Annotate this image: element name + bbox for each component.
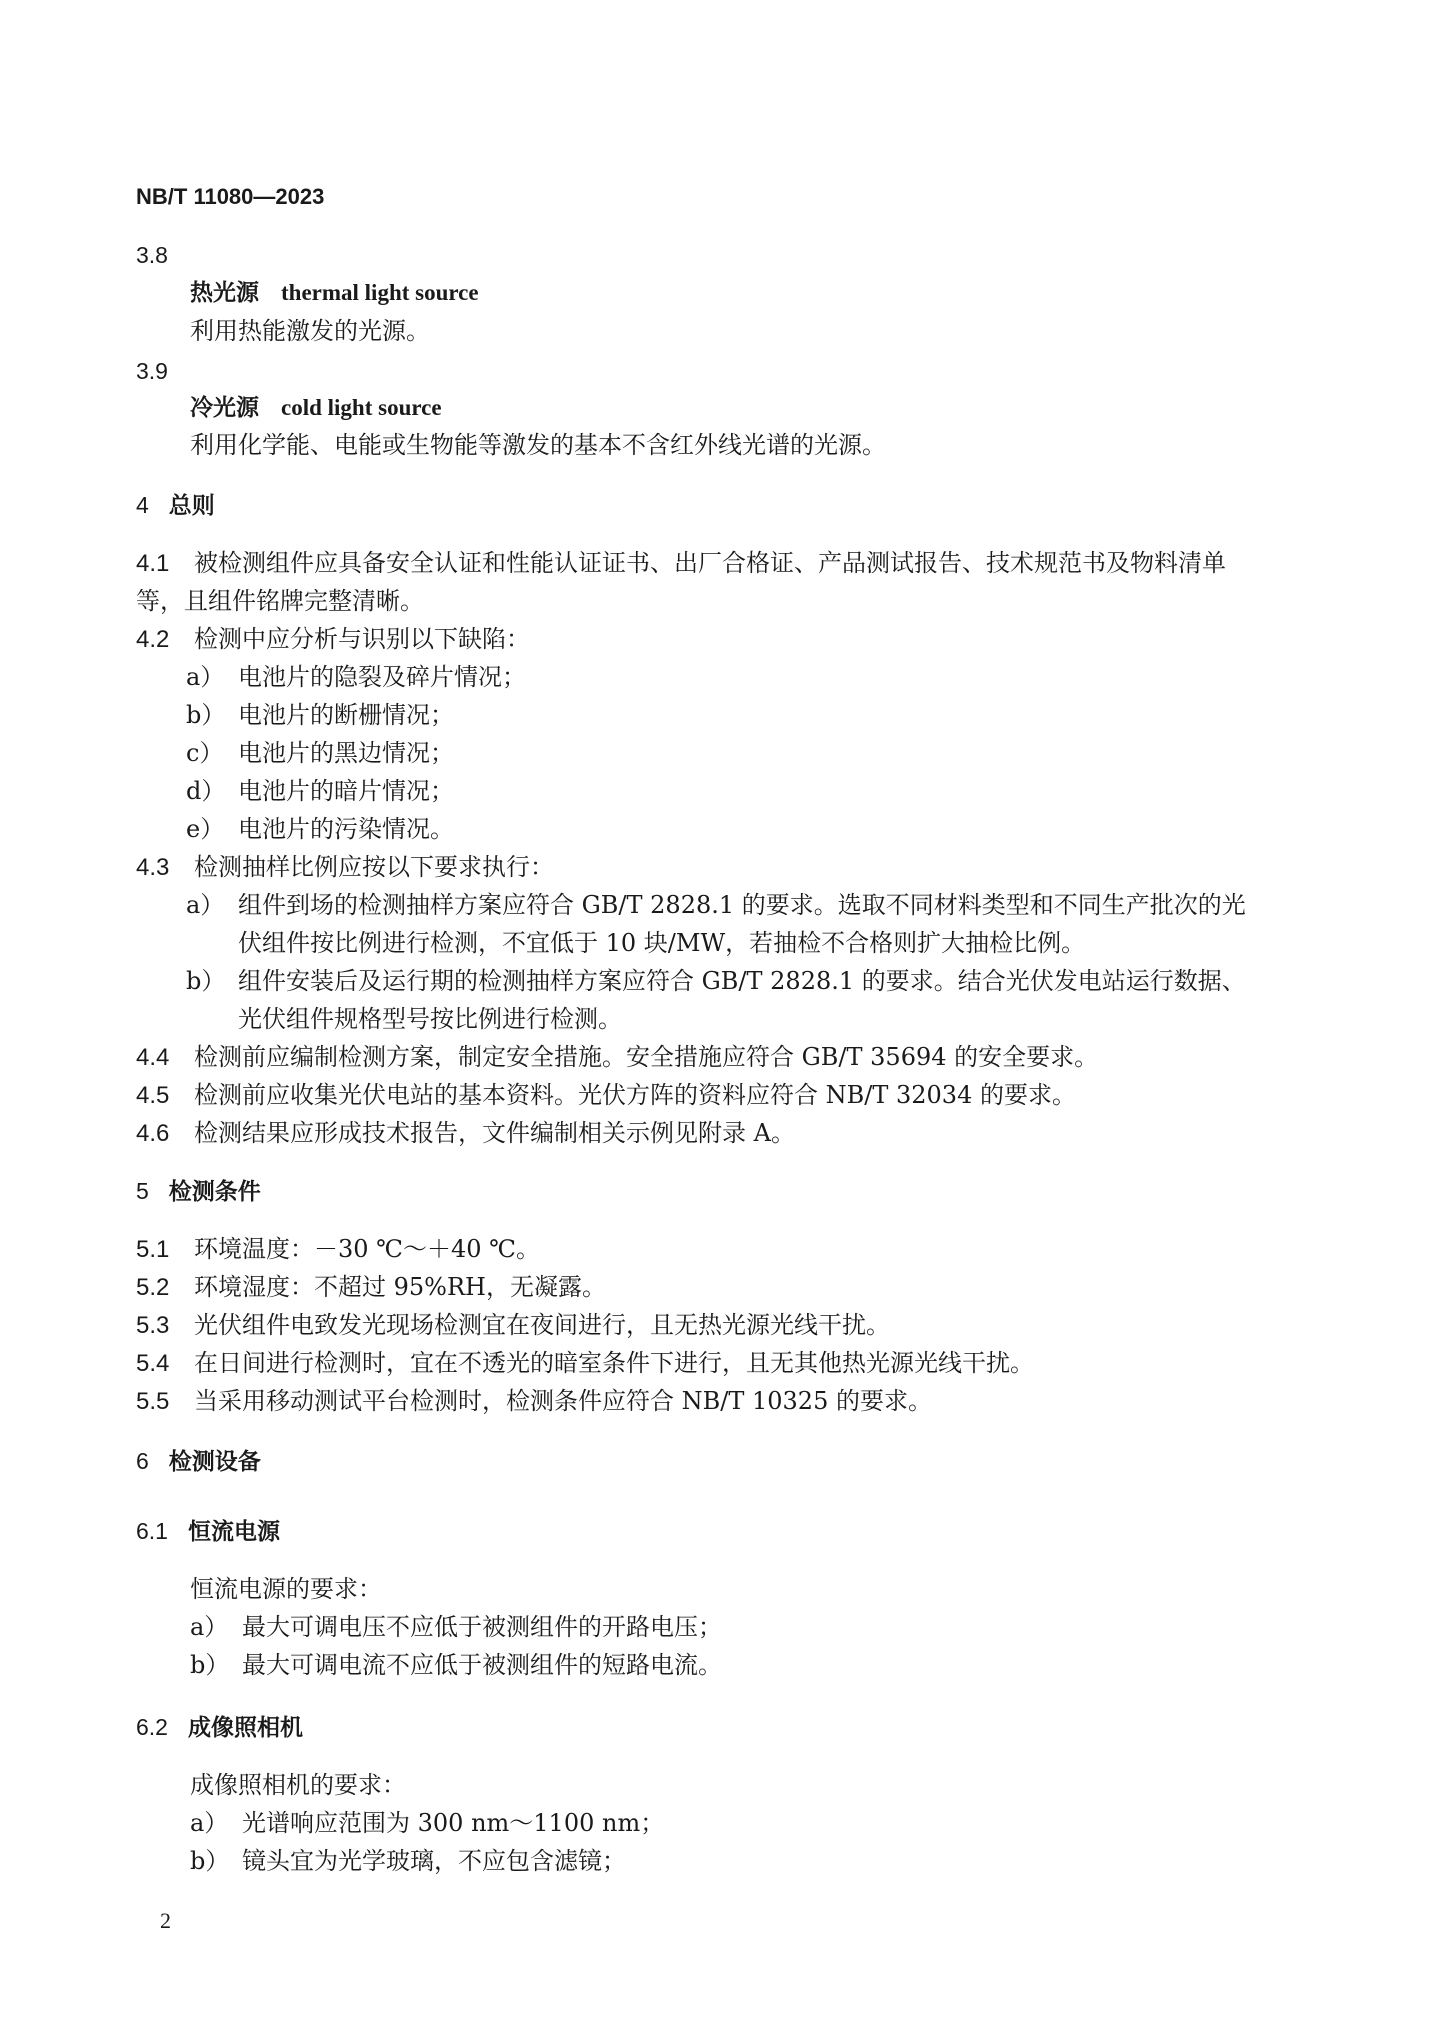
section-title: 检测设备 [168,1449,261,1475]
clause-number: 5.3 [136,1312,170,1339]
term-en: thermal light source [281,280,479,305]
term-number: 3.9 [136,358,168,384]
list-item [190,1650,722,1680]
list-marker: b） [190,1847,230,1875]
list-item-text-continued: 伏组件按比例进行检测，不宜低于 10 块/MW，若抽检不合格则扩大抽检比例。 [238,929,1086,957]
clause [136,624,530,655]
list-marker: c） [186,739,224,767]
clause-text: 光伏组件电致发光现场检测宜在夜间进行，且无热光源光线干扰。 [194,1311,890,1339]
clause-number: 5.2 [136,1274,170,1301]
section-title: 检测条件 [168,1179,261,1205]
list-item [190,1846,626,1876]
subsection-title: 恒流电源 [187,1519,280,1545]
list-item [186,738,454,768]
clause-number: 5.5 [136,1388,170,1415]
list-marker: a） [186,891,225,919]
list-marker: b） [190,1651,230,1679]
list-item [190,1808,664,1838]
clause-text: 在日间进行检测时，宜在不透光的暗室条件下进行，且无其他热光源光线干扰。 [194,1349,1034,1377]
list-item-text: 电池片的污染情况。 [238,815,454,843]
list-item-text: 光谱响应范围为 300 nm～1100 nm； [242,1809,665,1837]
subsection-title: 成像照相机 [187,1715,303,1741]
clause-text-continued: 等，且组件铭牌完整清晰。 [136,587,424,615]
clause-text: 检测结果应形成技术报告，文件编制相关示例见附录 A。 [194,1119,795,1147]
list-item-text: 最大可调电流不应低于被测组件的短路电流。 [242,1651,722,1679]
clause [136,1234,540,1265]
clause-text: 环境温度：－30 ℃～＋40 ℃。 [194,1235,541,1263]
clause-number: 4.3 [136,854,170,881]
page-number: 2 [160,1908,171,1933]
list-marker: d） [186,777,226,805]
term-heading [190,393,442,423]
term-en: cold light source [281,395,442,420]
subsection-heading [136,1712,303,1743]
section-heading [136,1446,261,1477]
clause-number: 4.1 [136,550,170,577]
list-item-text-continued: 光伏组件规格型号按比例进行检测。 [238,1005,622,1033]
list-item [186,700,454,730]
list-item-text: 电池片的暗片情况； [238,777,454,805]
section-heading [136,490,215,521]
list-item-text: 组件安装后及运行期的检测抽样方案应符合 GB/T 2828.1 的要求。结合光伏发电站运行数据、 [238,967,1246,995]
clause [136,1118,795,1149]
clause [136,1386,932,1417]
clause-text: 检测抽样比例应按以下要求执行： [194,853,554,881]
list-marker: a） [190,1613,229,1641]
clause-number: 4.6 [136,1120,170,1147]
term-zh: 冷光源 [190,395,259,421]
list-item-text: 电池片的黑边情况； [238,739,454,767]
list-marker: e） [186,815,225,843]
list-item-text: 电池片的断栅情况； [238,701,454,729]
clause [136,1310,890,1341]
clause [136,1348,1034,1379]
clause-text: 检测前应收集光伏电站的基本资料。光伏方阵的资料应符合 NB/T 32034 的要求。 [194,1081,1076,1109]
clause-text: 当采用移动测试平台检测时，检测条件应符合 NB/T 10325 的要求。 [194,1387,932,1415]
subsection-number: 6.2 [136,1714,168,1740]
list-item [186,814,454,844]
clause-number: 4.5 [136,1082,170,1109]
clause-number: 4.2 [136,626,170,653]
document-code: NB/T 11080—2023 [136,184,325,209]
list-item [190,1612,722,1642]
clause [136,1080,1076,1111]
section-number: 6 [136,1448,149,1474]
term-definition: 利用化学能、电能或生物能等激发的基本不含红外线光谱的光源。 [190,431,886,459]
section-title: 总则 [168,493,215,519]
paragraph: 恒流电源的要求： [190,1575,382,1603]
section-number: 4 [136,492,149,518]
clause [136,852,554,883]
term-zh: 热光源 [190,280,259,306]
clause-text: 检测前应编制检测方案，制定安全措施。安全措施应符合 GB/T 35694 的安全要求。 [194,1043,1099,1071]
list-marker: b） [186,701,226,729]
clause-text: 环境湿度：不超过 95%RH，无凝露。 [194,1273,606,1301]
list-item-text: 镜头宜为光学玻璃，不应包含滤镜； [242,1847,626,1875]
list-item [186,890,1246,920]
clause [136,1042,1098,1073]
list-item-text: 组件到场的检测抽样方案应符合 GB/T 2828.1 的要求。选取不同材料类型和不同生产批次的光 [238,891,1246,919]
term-heading [190,278,479,308]
clause-number: 4.4 [136,1044,170,1071]
list-item [186,776,454,806]
term-number: 3.8 [136,242,168,268]
paragraph: 成像照相机的要求： [190,1771,406,1799]
list-marker: a） [186,663,225,691]
clause-text: 检测中应分析与识别以下缺陷： [194,625,530,653]
section-number: 5 [136,1178,149,1204]
clause [136,548,1226,579]
list-item [186,662,526,692]
list-item-text: 电池片的隐裂及碎片情况； [238,663,526,691]
list-marker: b） [186,967,226,995]
term-definition: 利用热能激发的光源。 [190,317,430,345]
section-heading [136,1176,261,1207]
clause-number: 5.4 [136,1350,170,1377]
list-item [186,966,1246,996]
clause-number: 5.1 [136,1236,170,1263]
list-item-text: 最大可调电压不应低于被测组件的开路电压； [242,1613,722,1641]
list-marker: a） [190,1809,229,1837]
subsection-number: 6.1 [136,1518,168,1544]
clause-text: 被检测组件应具备安全认证和性能认证证书、出厂合格证、产品测试报告、技术规范书及物料清单 [194,549,1226,577]
subsection-heading [136,1516,280,1547]
clause [136,1272,606,1303]
